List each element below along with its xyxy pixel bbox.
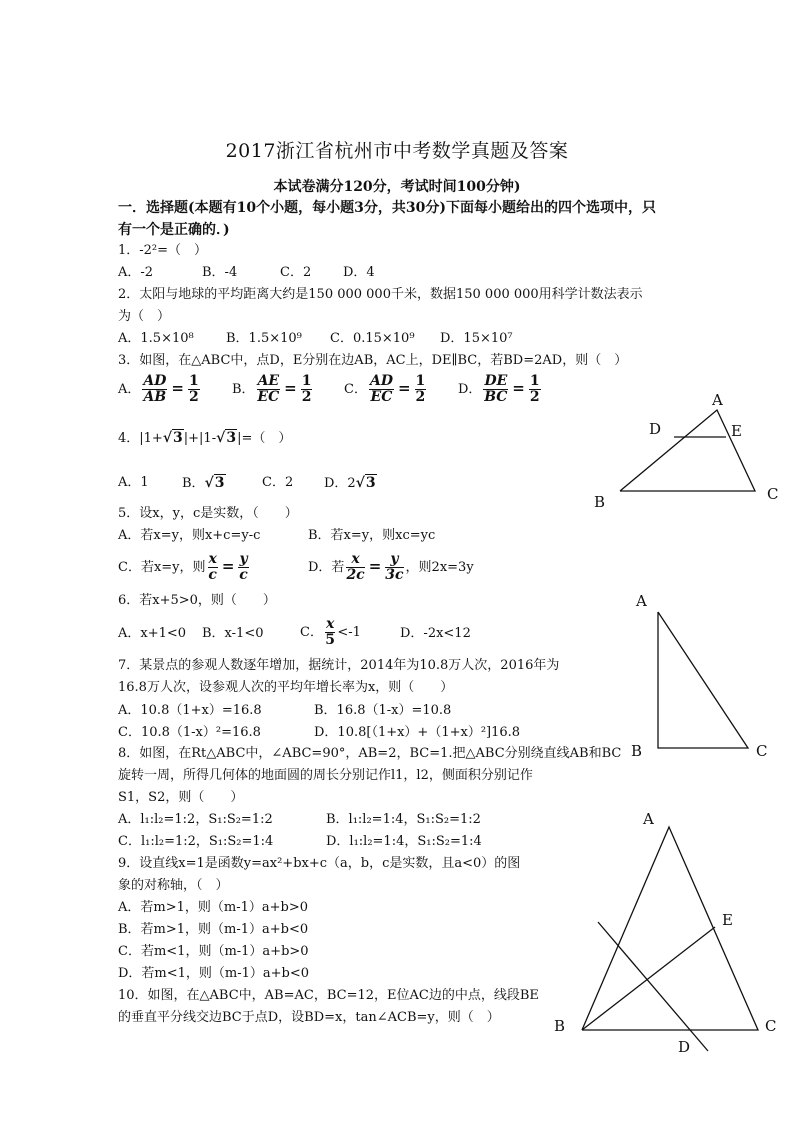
q4-part: |=（ ） (237, 431, 292, 446)
q8-stem-line1: 8．如图，在Rt△ABC中，∠ABC=90°，AB=2，BC=1.把△ABC分别绕直线AB和BC (118, 746, 622, 761)
q9-option-c: C．若m<1，则（m-1）a+b>0 (118, 944, 309, 959)
q1-option-c: C．2 (280, 265, 312, 280)
equals: = (512, 379, 525, 397)
q5-stem: 5．设x，y，c是实数，（ ） (118, 506, 298, 521)
denominator: 2 (188, 389, 199, 405)
fig1-label-b: B (594, 493, 606, 511)
numerator: AD (143, 373, 167, 389)
numerator: x (346, 552, 364, 568)
sqrt: √3 (162, 430, 183, 446)
q2-stem-line2: 为（ ） (118, 309, 171, 324)
q6-option-b: B．x-1<0 (202, 626, 264, 641)
denominator: 2c (346, 567, 365, 583)
q8-stem-line2: 旋转一周，所得几何体的地面圆的周长分别记作l1，l2，侧面积分别记作 (118, 768, 533, 783)
q4-b-label: B． (182, 476, 205, 491)
q3-a-label: A． (118, 382, 141, 397)
sqrt: √3 (204, 475, 225, 491)
denominator: 5 (325, 632, 335, 648)
q9-option-a: A．若m>1，则（m-1）a+b>0 (118, 900, 308, 915)
q6-option-d: D．-2x<12 (400, 626, 471, 641)
fig2-label-a: A (636, 592, 647, 610)
numerator: AE (257, 373, 280, 389)
q2-option-c: C．0.15×10⁹ (330, 331, 415, 346)
q10-stem-line2: 的垂直平分线交边BC于点D，设BD=x，tan∠ACB=y，则（ ） (118, 1010, 500, 1025)
radicand: 3 (214, 475, 225, 491)
q1-option-b: B．-4 (202, 265, 238, 280)
q2-option-b: B．1.5×10⁹ (226, 331, 302, 346)
q7-stem-line1: 7．某景点的参观人数逐年增加，据统计，2014年为10.8万人次，2016年为 (118, 658, 560, 673)
q2-option-d: D．15×10⁷ (440, 331, 513, 346)
q5-d-suffix: ，则2x=3y (405, 560, 474, 575)
q8-option-c: C．l₁:l₂=1:2，S₁:S₂=1:4 (118, 834, 274, 849)
fig2-label-c: C (756, 742, 768, 760)
figure-q8-right-triangle (658, 612, 748, 748)
exam-subtitle: 本试卷满分120分，考试时间100分钟) (273, 179, 521, 195)
q6-option-a: A．x+1<0 (118, 626, 187, 641)
q7-option-c: C．10.8（1-x）²=16.8 (118, 725, 261, 740)
fig1-label-e: E (731, 422, 742, 440)
numerator: AD (369, 373, 393, 389)
q5-d-prefix: D．若 (308, 560, 345, 575)
denominator: 2 (529, 389, 540, 405)
perpendicular-bisector (598, 922, 708, 1051)
q7-option-d: D．10.8[（1+x）+（1+x）²]16.8 (314, 725, 521, 740)
fig3-label-d: D (678, 1038, 691, 1056)
q3-c-label: C． (344, 382, 367, 397)
q8-option-d: D．l₁:l₂=1:4，S₁:S₂=1:4 (326, 834, 482, 849)
numerator: 1 (188, 373, 199, 389)
numerator: 1 (301, 373, 312, 389)
q7-stem-line2: 16.8万人次，设参观人次的平均年增长率为x，则（ ） (118, 680, 454, 695)
q5-c-prefix: C．若x=y，则 (118, 560, 206, 575)
q8-option-b: B．l₁:l₂=1:4，S₁:S₂=1:2 (326, 812, 481, 827)
q7-option-a: A．10.8（1+x）=16.8 (118, 703, 262, 718)
denominator: EC (257, 389, 280, 405)
q5-option-a: A．若x=y，则x+c=y-c (118, 528, 261, 543)
equals: = (397, 379, 411, 397)
q3-b-label: B． (232, 382, 255, 397)
denominator: BC (484, 389, 508, 405)
denominator: c (239, 567, 248, 583)
fig3-label-c: C (765, 1017, 777, 1035)
numerator: 1 (529, 373, 540, 389)
q4-option-c: C．2 (262, 475, 294, 490)
q9-option-b: B．若m>1，则（m-1）a+b<0 (118, 922, 309, 937)
q6-c-suffix: <-1 (337, 625, 361, 640)
denominator: c (208, 567, 217, 583)
q3-d-label: D． (458, 382, 482, 397)
denominator: AB (143, 389, 167, 405)
q1-stem: 1．-2²=（ ） (118, 243, 208, 258)
q4-part: |+|1- (183, 431, 217, 446)
figure-q10-isosceles (582, 827, 758, 1051)
q7-option-b: B．16.8（1-x）=10.8 (314, 703, 452, 718)
segment-be (582, 927, 715, 1030)
fig3-label-b: B (554, 1017, 566, 1035)
denominator: 3c (385, 567, 404, 583)
q4-d-label: D．2 (324, 476, 356, 491)
sqrt: √3 (216, 430, 237, 446)
numerator: x (325, 616, 335, 632)
fig3-label-e: E (722, 911, 733, 929)
q6-c-label: C． (300, 625, 323, 640)
q9-stem-line1: 9．设直线x=1是函数y=ax²+bx+c（a，b，c是实数，且a<0）的图 (118, 856, 521, 871)
q3-stem: 3．如图，在△ABC中，点D，E分别在边AB，AC上，DE∥BC，若BD=2AD，则（ ） (118, 353, 628, 368)
q9-option-d: D．若m<1，则（m-1）a+b<0 (118, 966, 310, 981)
fig1-label-d: D (649, 420, 662, 438)
fig1-label-c: C (767, 485, 779, 503)
q2-stem-line1: 2．太阳与地球的平均距离大约是150 000 000千米，数据150 000 000用科学计数法表示 (118, 287, 643, 302)
fig3-label-a: A (643, 810, 654, 828)
section-header-line1: 一．选择题(本题有10个小题，每小题3分，共30分)下面每小题给出的四个选项中，只 (118, 200, 656, 216)
q8-option-a: A．l₁:l₂=1:2，S₁:S₂=1:2 (118, 812, 273, 827)
radicand: 3 (173, 430, 183, 446)
q4-part: 4．|1+ (118, 431, 163, 446)
denominator: EC (370, 389, 393, 405)
q8-stem-line3: S1，S2，则（ ） (118, 790, 244, 805)
denominator: 2 (301, 389, 312, 405)
q6-stem: 6．若x+5>0，则（ ） (118, 593, 276, 608)
page-title: 2017浙江省杭州市中考数学真题及答案 (225, 140, 569, 162)
equals: = (368, 557, 382, 575)
numerator: y (239, 551, 248, 567)
q2-option-a: A．1.5×10⁸ (118, 331, 194, 346)
equals: = (284, 379, 297, 397)
equals: = (221, 557, 235, 575)
radicand: 3 (226, 430, 237, 446)
numerator: x (208, 551, 217, 567)
section-header-line2: 有一个是正确的．) (118, 222, 230, 238)
radicand: 3 (365, 475, 376, 491)
numerator: DE (484, 373, 508, 389)
sqrt: √3 (355, 475, 376, 491)
q1-option-d: D．4 (343, 265, 375, 280)
q1-option-a: A．-2 (118, 265, 154, 280)
denominator: 2 (415, 389, 426, 405)
q5-option-b: B．若x=y，则xc=yc (308, 528, 436, 543)
q10-stem-line1: 10．如图，在△ABC中，AB=AC，BC=12，E位AC边的中点，线段BE (118, 988, 539, 1003)
numerator: y (385, 552, 403, 568)
equals: = (171, 379, 184, 397)
fig1-label-a: A (712, 391, 723, 409)
q9-stem-line2: 象的对称轴，（ ） (118, 878, 229, 893)
right-triangle-abc (658, 612, 748, 748)
fig2-label-b: B (631, 742, 643, 760)
numerator: 1 (415, 373, 426, 389)
q4-option-a: A．1 (118, 475, 149, 490)
